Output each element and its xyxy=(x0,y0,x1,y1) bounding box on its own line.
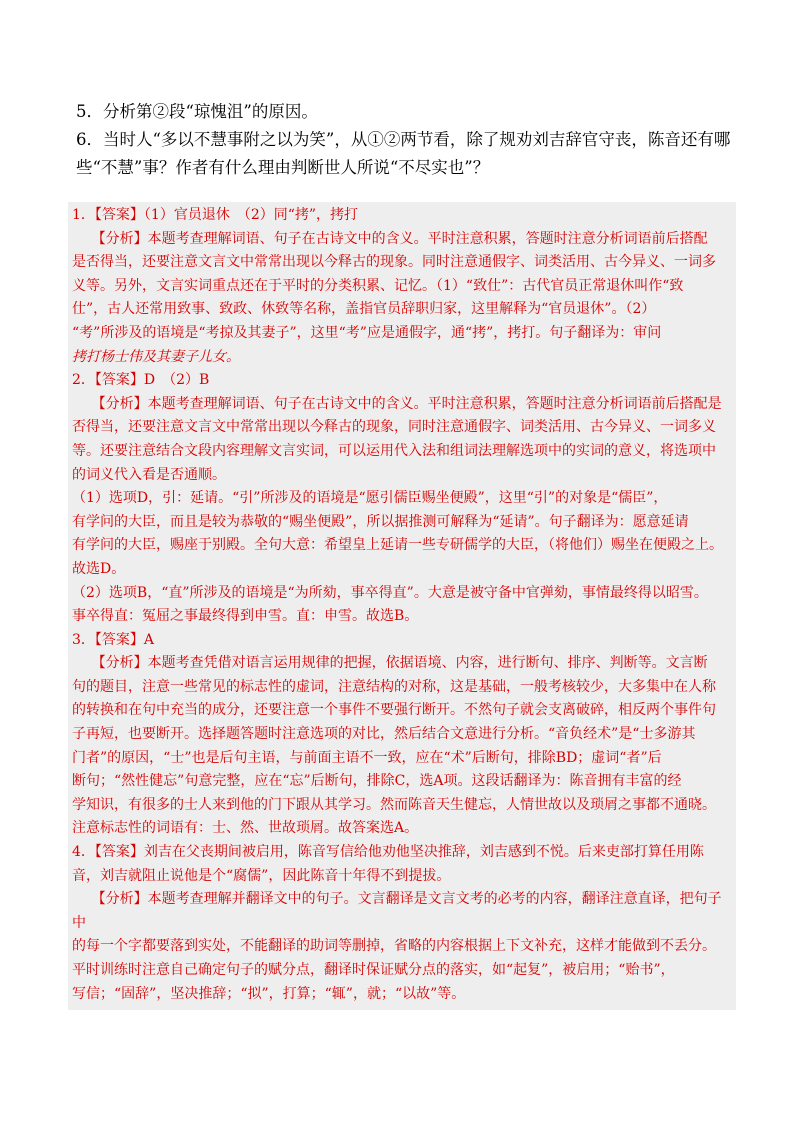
answer-1-line: 【分析】本题考查理解词语、句子在古诗文中的含义。平时注意积累，答题时注意分析词语前后搭配 xyxy=(91,230,708,247)
answer-4-line: 的每一个字都要落到实处，不能翻译的助词等删掉，省略的内容根据上下文补充，这样才能做到不丢分。 xyxy=(72,938,716,955)
answer-2-line: （1）选项D，引：延请。“引”所涉及的语境是“愿引儒臣赐坐便殿”，这里“引”的对象是“儒臣”， xyxy=(72,490,668,507)
question-list xyxy=(76,98,736,182)
answer-1-line: 拷打杨士伟及其妻子儿女。 xyxy=(72,348,240,365)
answer-3-heading: 3．【答案】A xyxy=(72,631,155,648)
answer-2-line: 事卒得直：冤屈之事最终得到申雪。直：申雪。故选B。 xyxy=(72,608,419,625)
answer-4-line: 平时训练时注意自己确定句子的赋分点，翻译时保证赋分点的落实，如“起复”，被启用；“贻书”， xyxy=(72,962,675,978)
answer-1-line: 是否得当，还要注意文言文中常常出现以今释古的现象。同时注意通假字、词类活用、古今异义、一词多 xyxy=(72,254,716,271)
answer-2-line: 有学问的大臣，而且是较为恭敬的“赐坐便殿”，所以据推测可解释为“延请”。句子翻译为：愿意延请 xyxy=(72,513,689,530)
answer-3-line: 子再短，也要断开。选择题答题时注意选项的对比，然后结合文意进行分析。“音负经术”是“士多游其 xyxy=(72,726,696,743)
answer-2-line: 有学问的大臣，赐座于别殿。全句大意：希望皇上延请一些专研儒学的大臣，（将他们）赐坐在便殿之上。 xyxy=(72,537,723,554)
answer-3-line: 学知识，有很多的士人来到他的门下跟从其学习。然而陈音天生健忘，人情世故以及琐屑之事都不通晓。 xyxy=(72,796,716,813)
answer-3-line: 【分析】本题考查凭借对语言运用规律的把握，依据语境、内容，进行断句、排序、判断等。文言断 xyxy=(91,655,708,672)
answer-4-line: 音，刘吉就阻止说他是个“腐儒”，因此陈音十年得不到提拔。 xyxy=(72,867,451,884)
answer-2-heading: 2．【答案】D （2）B xyxy=(72,372,210,389)
answer-4-line: 【分析】本题考查理解并翻译文中的句子。文言翻译是文言文考的必考的内容，翻译注意直译，把句子中 xyxy=(72,891,722,931)
answer-1-line: 仕”，古人还常用致事、致政、休致等名称，盖指官员辞职归家，这里解释为“官员退休”。（2） xyxy=(72,301,656,318)
answer-3-line: 注意标志性的词语有：士、然、世故琐屑。故答案选A。 xyxy=(72,820,419,837)
answer-2-line: 等。还要注意结合文段内容理解文言实词，可以运用代入法和组词法理解选项中的实词的意义，将选项中 xyxy=(72,442,716,459)
answer-1-heading: 1．【答案】（1）官员退休 （2）同“拷”，拷打 xyxy=(72,207,359,223)
answer-2-line: 的词义代入看是否通顺。 xyxy=(72,466,226,483)
question-5: 5．分析第②段“琼愧沮”的原因。 xyxy=(76,102,318,121)
answer-2-line: 【分析】本题考查理解词语、句子在古诗文中的含义。平时注意积累，答题时注意分析词语前后搭配是 xyxy=(91,395,722,412)
question-6-line-2: 些“不慧”事？作者有什么理由判断世人所说“不尽实也”？ xyxy=(76,158,490,177)
answer-2-line: （2）选项B，“直”所涉及的语境是“为所劾，事卒得直”。大意是被守备中官弹劾，事情最终得以昭雪。 xyxy=(72,584,708,601)
answer-2-line: 否得当，还要注意文言文中常常出现以今释古的现象，同时注意通假字、词类活用、古今异义、一词多义 xyxy=(72,419,716,436)
answer-4-heading: 4．【答案】刘吉在父丧期间被启用，陈音写信给他劝他坚决推辞，刘吉感到不悦。后来吏部打算任用陈 xyxy=(72,844,704,861)
answer-1-line: “考”所涉及的语境是“考掠及其妻子”，这里“考”应是通假字，通“拷”，拷打。句子翻译为：审问 xyxy=(72,324,662,341)
answer-3-line: 门者”的原因，“士”也是后句主语，与前面主语不一致，应在“术”后断句，排除BD；虚词“者”后 xyxy=(72,749,662,766)
answer-3-line: 句的题目，注意一些常见的标志性的虚词，注意结构的对称，这是基础，一般考核较少，大多集中在人称 xyxy=(72,678,716,695)
answer-4-line: 写信；“固辞”，坚决推辞；“拟”，打算；“辄”，就；“以故”等。 xyxy=(72,985,466,1002)
question-6-line-1: 6．当时人“多以不慧事附之以为笑”，从①②两节看，除了规劝刘吉辞官守丧，陈音还有哪 xyxy=(76,130,731,149)
answer-key-panel xyxy=(68,202,736,1010)
answer-3-line: 的转换和在句中充当的成分，还要注意一个事件不要强行断开。不然句子就会支离破碎，相反两个事件句 xyxy=(72,702,716,719)
answer-2-line: 故选D。 xyxy=(72,560,126,577)
answer-3-line: 断句；“然性健忘”句意完整，应在“忘”后断句，排除C，选A项。这段话翻译为：陈音拥有丰富的经 xyxy=(72,773,682,790)
answer-1-line: 义等。另外，文言实词重点还在于平时的分类积累、记忆。（1）“致仕”：古代官员正常退休叫作“致 xyxy=(72,277,684,294)
